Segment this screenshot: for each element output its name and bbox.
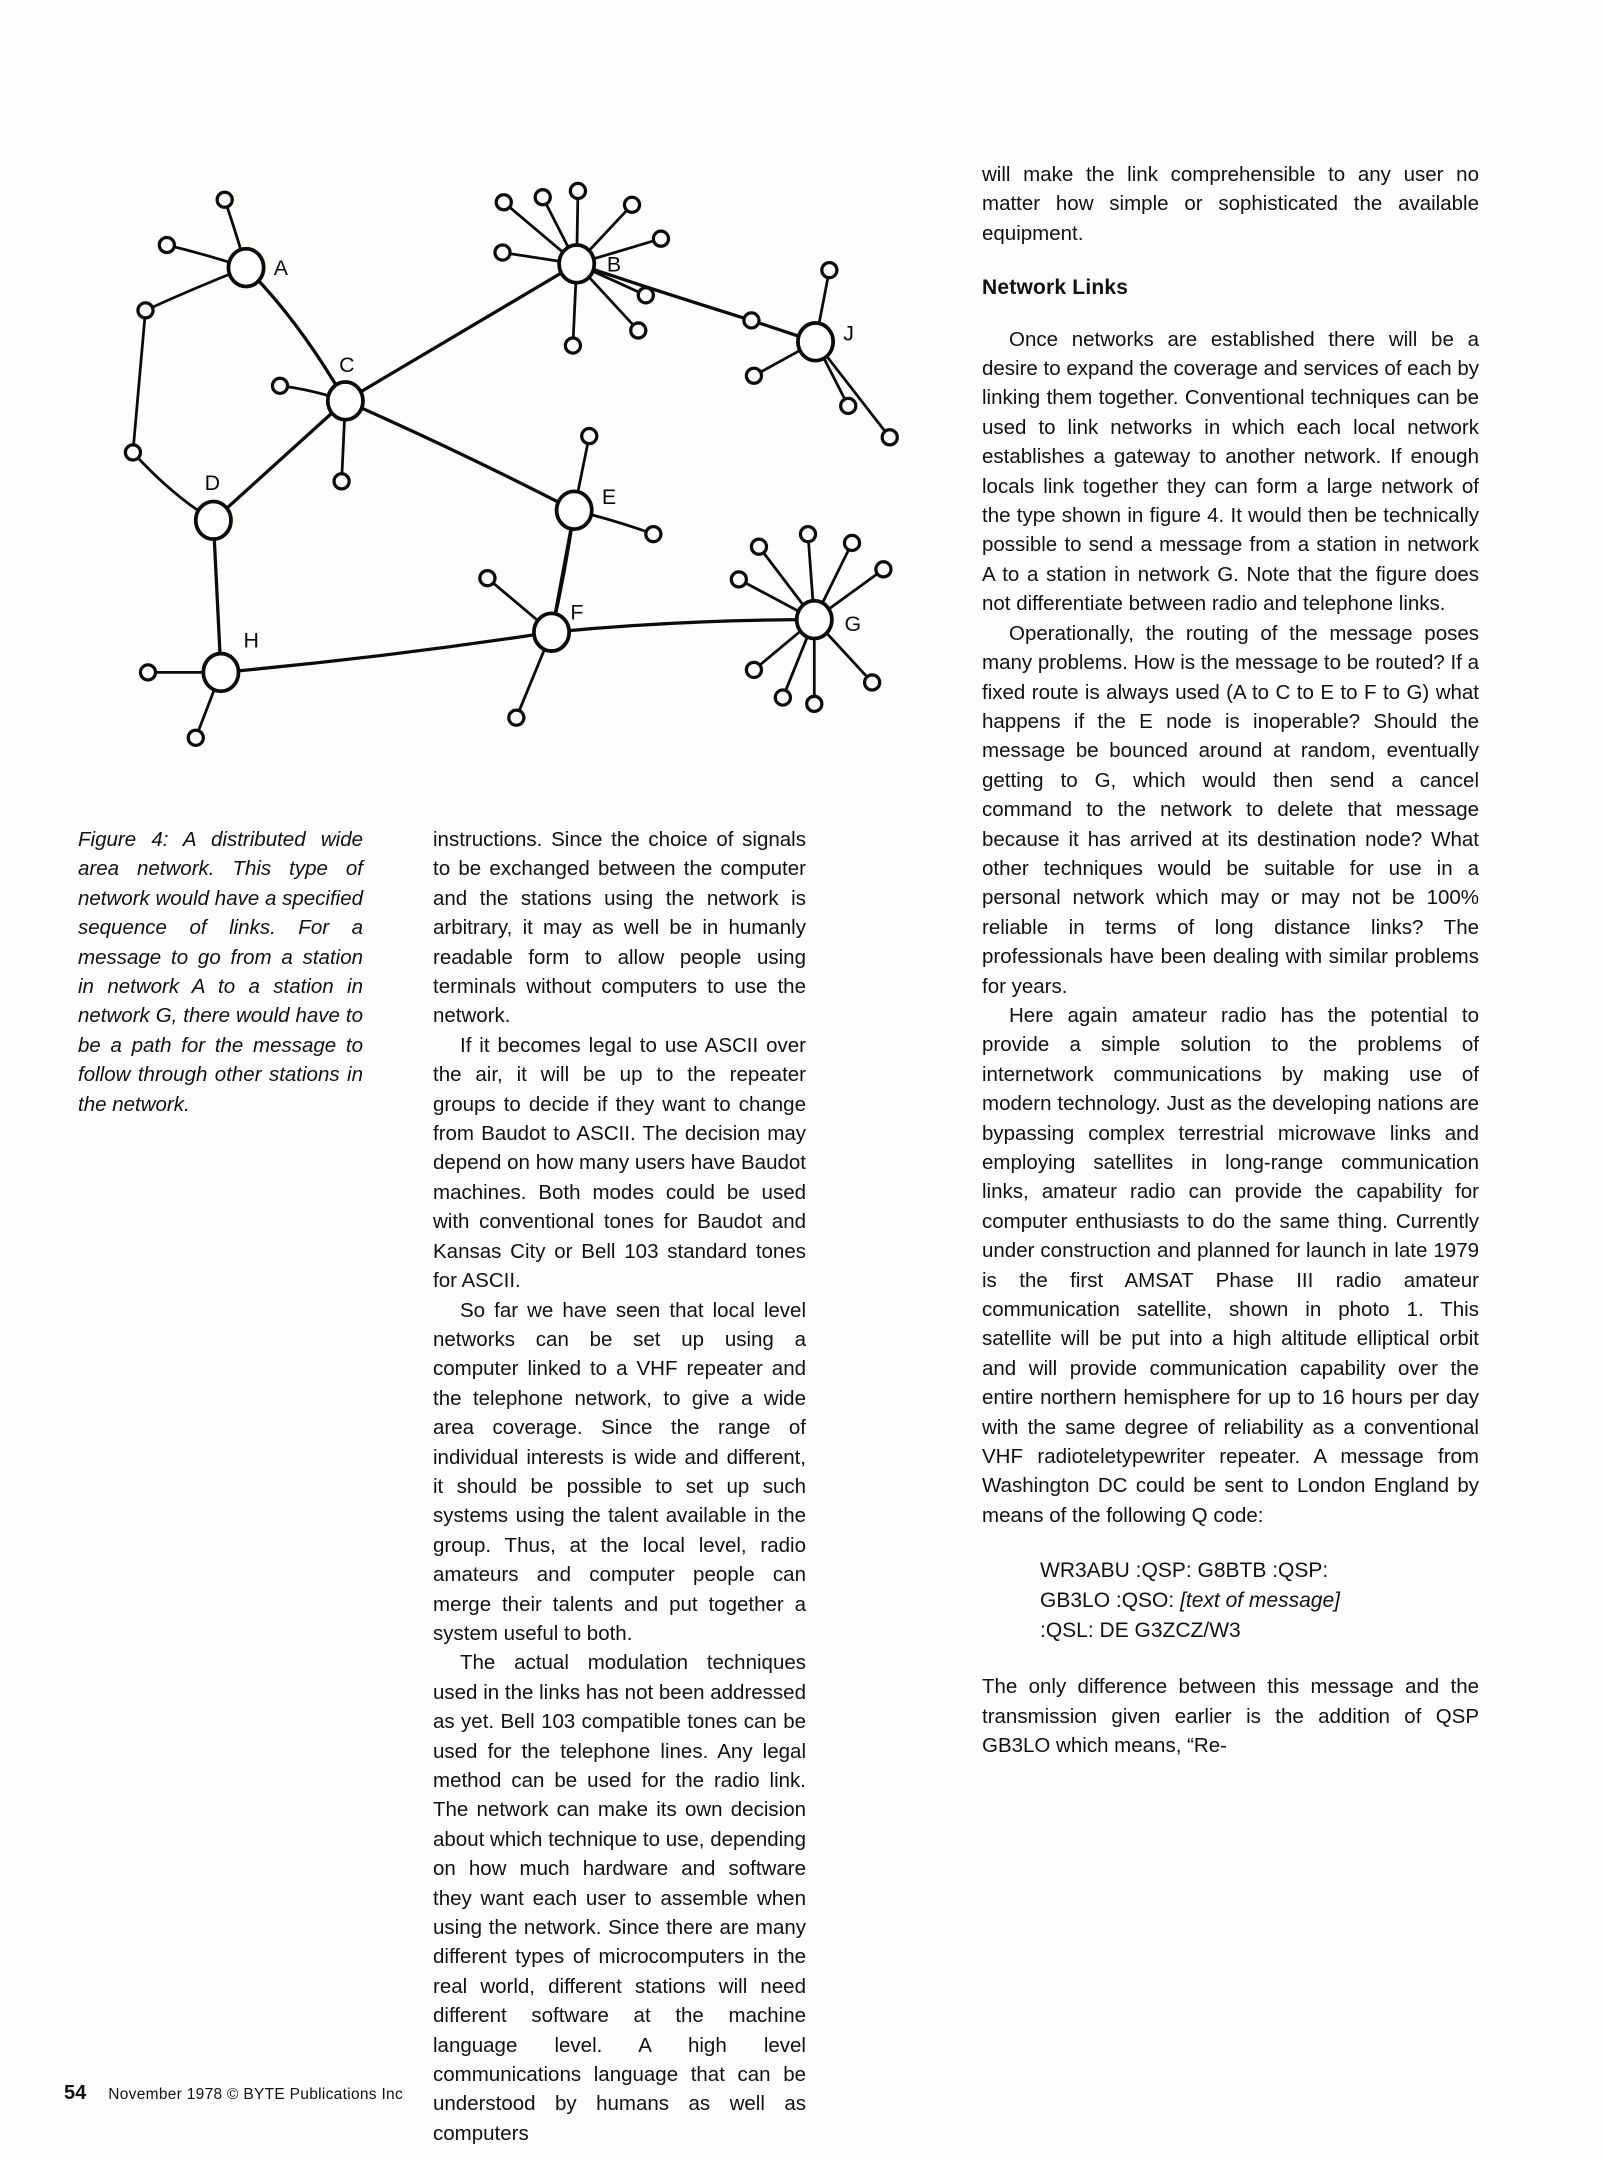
paragraph: instructions. Since the choice of signals to be exchanged between the computer and the stations using the network is arbitrary, it may as well be in humanly readable form to allow people using terminals without computers to use the network. <box>433 828 806 1028</box>
paragraph: will make the link comprehensible to any user no matter how simple or sophisticated the available equipment. <box>982 163 1479 245</box>
q-code-line-1: WR3ABU :QSP: G8BTB :QSP: <box>1040 1559 1329 1583</box>
trunk-links <box>213 264 815 673</box>
paragraph: The actual modulation techniques used in the links has not been addressed as yet. Bell 103 compatible tones can be used for the telephone lines. Any legal method can be used for the radio link. The network can make its own decision about which technique to use, depending on how much hardware and software they want each user to assemble when using the network. Since there are many different types of microcomputers in the real world, different stations will need different software at the machine language level. A high level communications language that can be understood by humans as well as computers <box>433 1651 806 2145</box>
q-code-line-3: :QSL: DE G3ZCZ/W3 <box>1040 1619 1241 1643</box>
section-heading-network-links: Network Links <box>982 276 1129 300</box>
hub-label-B: B <box>606 252 622 277</box>
body-column-middle <box>433 825 806 2148</box>
hub-label-J: J <box>843 321 854 346</box>
hub-label-F: F <box>570 600 584 625</box>
figure-4-network-diagram <box>60 120 940 810</box>
paragraph: Once networks are established there will be a desire to expand the coverage and services of each by linking them together. Conventional techniques can be used to link networks in which each local network establishes a gateway to another network. If enough locals link together they can form a large network of the type shown in figure 4. It would then be technically possible to send a message from a station in network A to a station in network G. Note that the figure does not differentiate between radio and telephone links. <box>982 327 1479 616</box>
hub-label-G: G <box>844 611 862 636</box>
hub-label-D: D <box>204 471 221 496</box>
page-number: 54 <box>64 2082 87 2104</box>
paragraph: Operationally, the routing of the message poses many problems. How is the message to be routed? If a fixed route is always used (A to C to E to F to G) what happens if the E node is inoperable? Should the message be bounced around at random, eventually getting to G, which would then send a cancel command to the network to delete that message because it has arrived at its destination node? What other techniques would be suitable for use in a personal network which may or may not be 100% reliable in terms of long distance links? The professionals have been dealing with similar problems for years. <box>982 621 1479 998</box>
hub-label-E: E <box>601 484 617 509</box>
network-graph-svg <box>60 120 940 810</box>
hub-label-C: C <box>339 352 355 377</box>
q-code-line-2-prefix: GB3LO :QSO: <box>1040 1589 1181 1613</box>
paragraph: Here again amateur radio has the potential to provide a simple solution to the problems of internetwork communications by making use of modern technology. Just as the developing nations are bypassing complex terrestrial microwave links and employing satellites in long-range communication links, amateur radio can provide the capability for computer enthusiasts to do the same thing. Currently under construction and planned for launch in late 1979 is the first AMSAT Phase III radio amateur communication satellite, shown in photo 1. This satellite will be put into a high altitude elliptical orbit and will provide communication capability over the entire northern hemisphere for up to 16 hours per day with the same degree of reliability as a conventional VHF radioteletypewriter repeater. A message from Washington DC could be sent to London England by means of the following Q code: <box>982 1003 1479 1527</box>
paragraph: If it becomes legal to use ASCII over the air, it will be up to the repeater groups to decide if they want to change from Baudot to ASCII. The decision may depend on how many users have Baudot machines. Both modes could be used with conventional tones for Baudot and Kansas City or Bell 103 standard tones for ASCII. <box>433 1033 806 1293</box>
paragraph: So far we have seen that local level networks can be set up using a computer linked to a VHF repeater and the telephone network, to give a wide area coverage. Since the range of individual interests is wide and different, it should be possible to set up such systems using the talent available in the group. Thus, at the local level, radio amateurs and computer people can merge their talents and put together a system useful to both. <box>433 1298 806 1645</box>
figure-caption <box>78 825 363 1119</box>
hub-label-H: H <box>243 628 259 653</box>
body-column-right <box>982 160 1479 1761</box>
hub-label-A: A <box>273 256 288 281</box>
q-code-line-2-placeholder: [text of message] <box>1180 1589 1340 1613</box>
figure-caption-text: Figure 4: A distributed wide area network. This type of network would have a specified sequence of links. For a message to go from a station in network A to a station in network G, there would have to be a path for the message to follow through other stations in the network. <box>78 828 363 1116</box>
q-code-block <box>982 1556 1479 1646</box>
page-footer <box>64 2082 403 2105</box>
paragraph: The only difference between this message and the transmission given earlier is the addition of QSP GB3LO which means, “Re- <box>982 1675 1479 1758</box>
hub-nodes <box>196 245 833 691</box>
footer-imprint: November 1978 © BYTE Publications Inc <box>108 2086 404 2103</box>
q-code-line-2 <box>1040 1586 1479 1616</box>
